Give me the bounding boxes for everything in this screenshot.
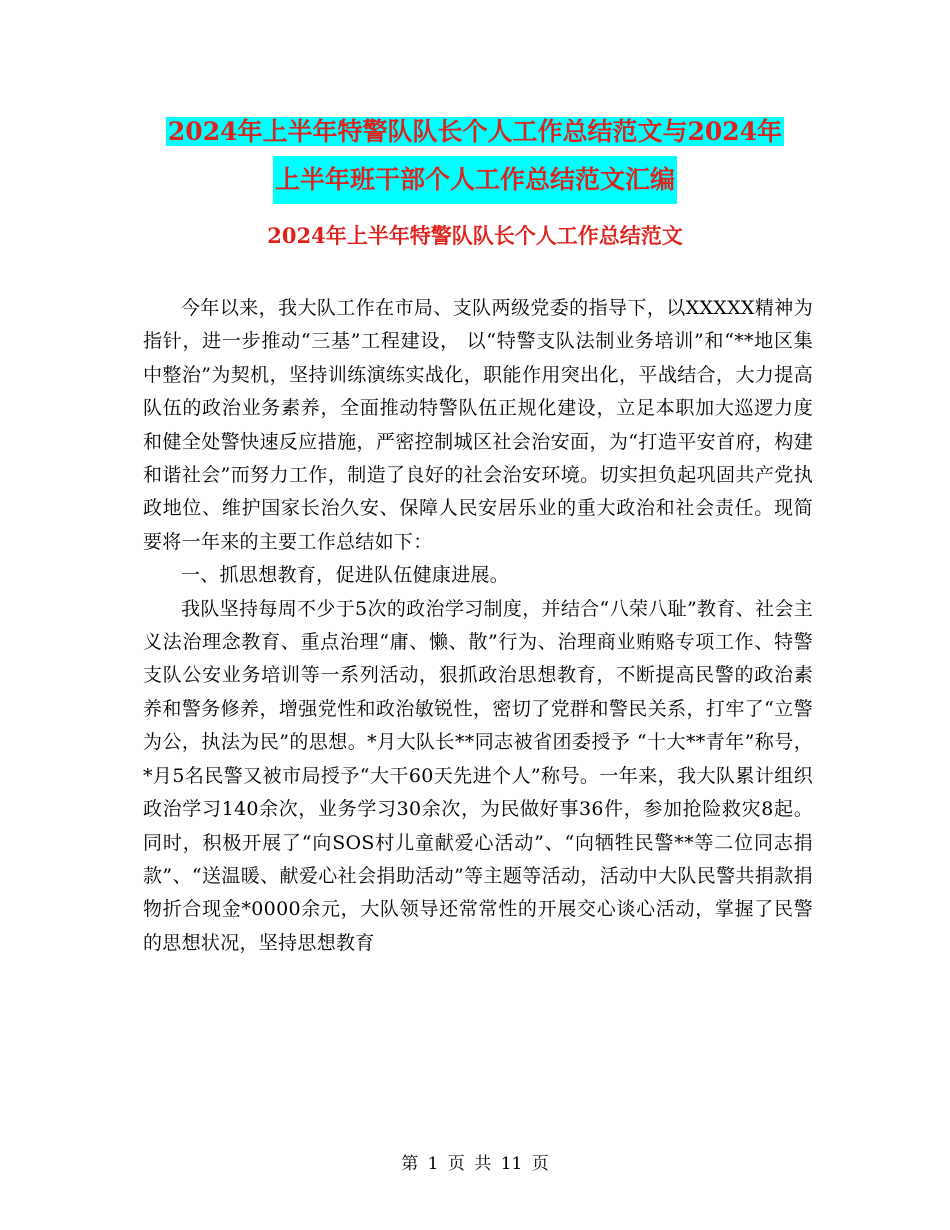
paragraph-heading-1: 一、抓思想教育，促进队伍健康进展。 bbox=[181, 564, 510, 587]
section-title: 2024年上半年特警队队长个人工作总结范文 bbox=[267, 223, 683, 248]
paragraph-thought-education: 我队坚持每周不少于5次的政治学习制度，并结合“八荣八耻”教育、社会主义法治理念教育、重点治理“庸、懒、散”行为、治理商业贿赂专项工作、特警支队公安业务培训等一系列活动，狠抓政治思想教育，不断提高民警的政治素养和警务修养，增强党性和政治敏锐性，密切了党群和警民关系，打牢了“立警为公，执法为民”的思想。*月大队长**同志被省团委授予 “十大**青年”称号，*月5名民警又被市局授予“大干60天先进个人”称号。一年来，我大队累计组织政治学习140余次，业务学习30余次，为民做好事36件，参加抢险救灾8起。同时，积极开展了“向SOS村儿童献爱心活动”、“向牺牲民警**等二位同志捐款”、“送温暖、献爱心社会捐助活动”等主题等活动，活动中大队民警共捐款捐物折合现金*0000余元，大队领导还常常性的开展交心谈心活动，掌握了民警的思想状况，坚持思想教育 bbox=[143, 597, 813, 954]
document-title bbox=[0, 108, 950, 204]
paragraph-intro: 今年以来，我大队工作在市局、支队两级党委的指导下，以XXXXX精神为指针，进一步推动“三基”工程建设， 以“特警支队法制业务培训”和“**地区集中整治”为契机，坚持训练演练实战化，职能作用突出化，平战结合，大力提高队伍的政治业务素养，全面推动特警队伍正规化建设，立足本职加大巡逻力度和健全处警快速反应措施，严密控制城区社会治安面，为“打造平安首府，构建和谐社会”而努力工作，制造了良好的社会治安环境。切实担负起巩固共产党执政地位、维护国家长治久安、保障人民安居乐业的重大政治和社会责任。现简要将一年来的主要工作总结如下： bbox=[143, 297, 813, 553]
body-text bbox=[143, 292, 813, 960]
page-footer: 第 1 页 共 11 页 bbox=[401, 1154, 549, 1174]
title-line-2: 上半年班干部个人工作总结范文汇编 bbox=[273, 156, 677, 204]
title-line-1: 2024年上半年特警队队长个人工作总结范文与2024年 bbox=[167, 117, 783, 146]
